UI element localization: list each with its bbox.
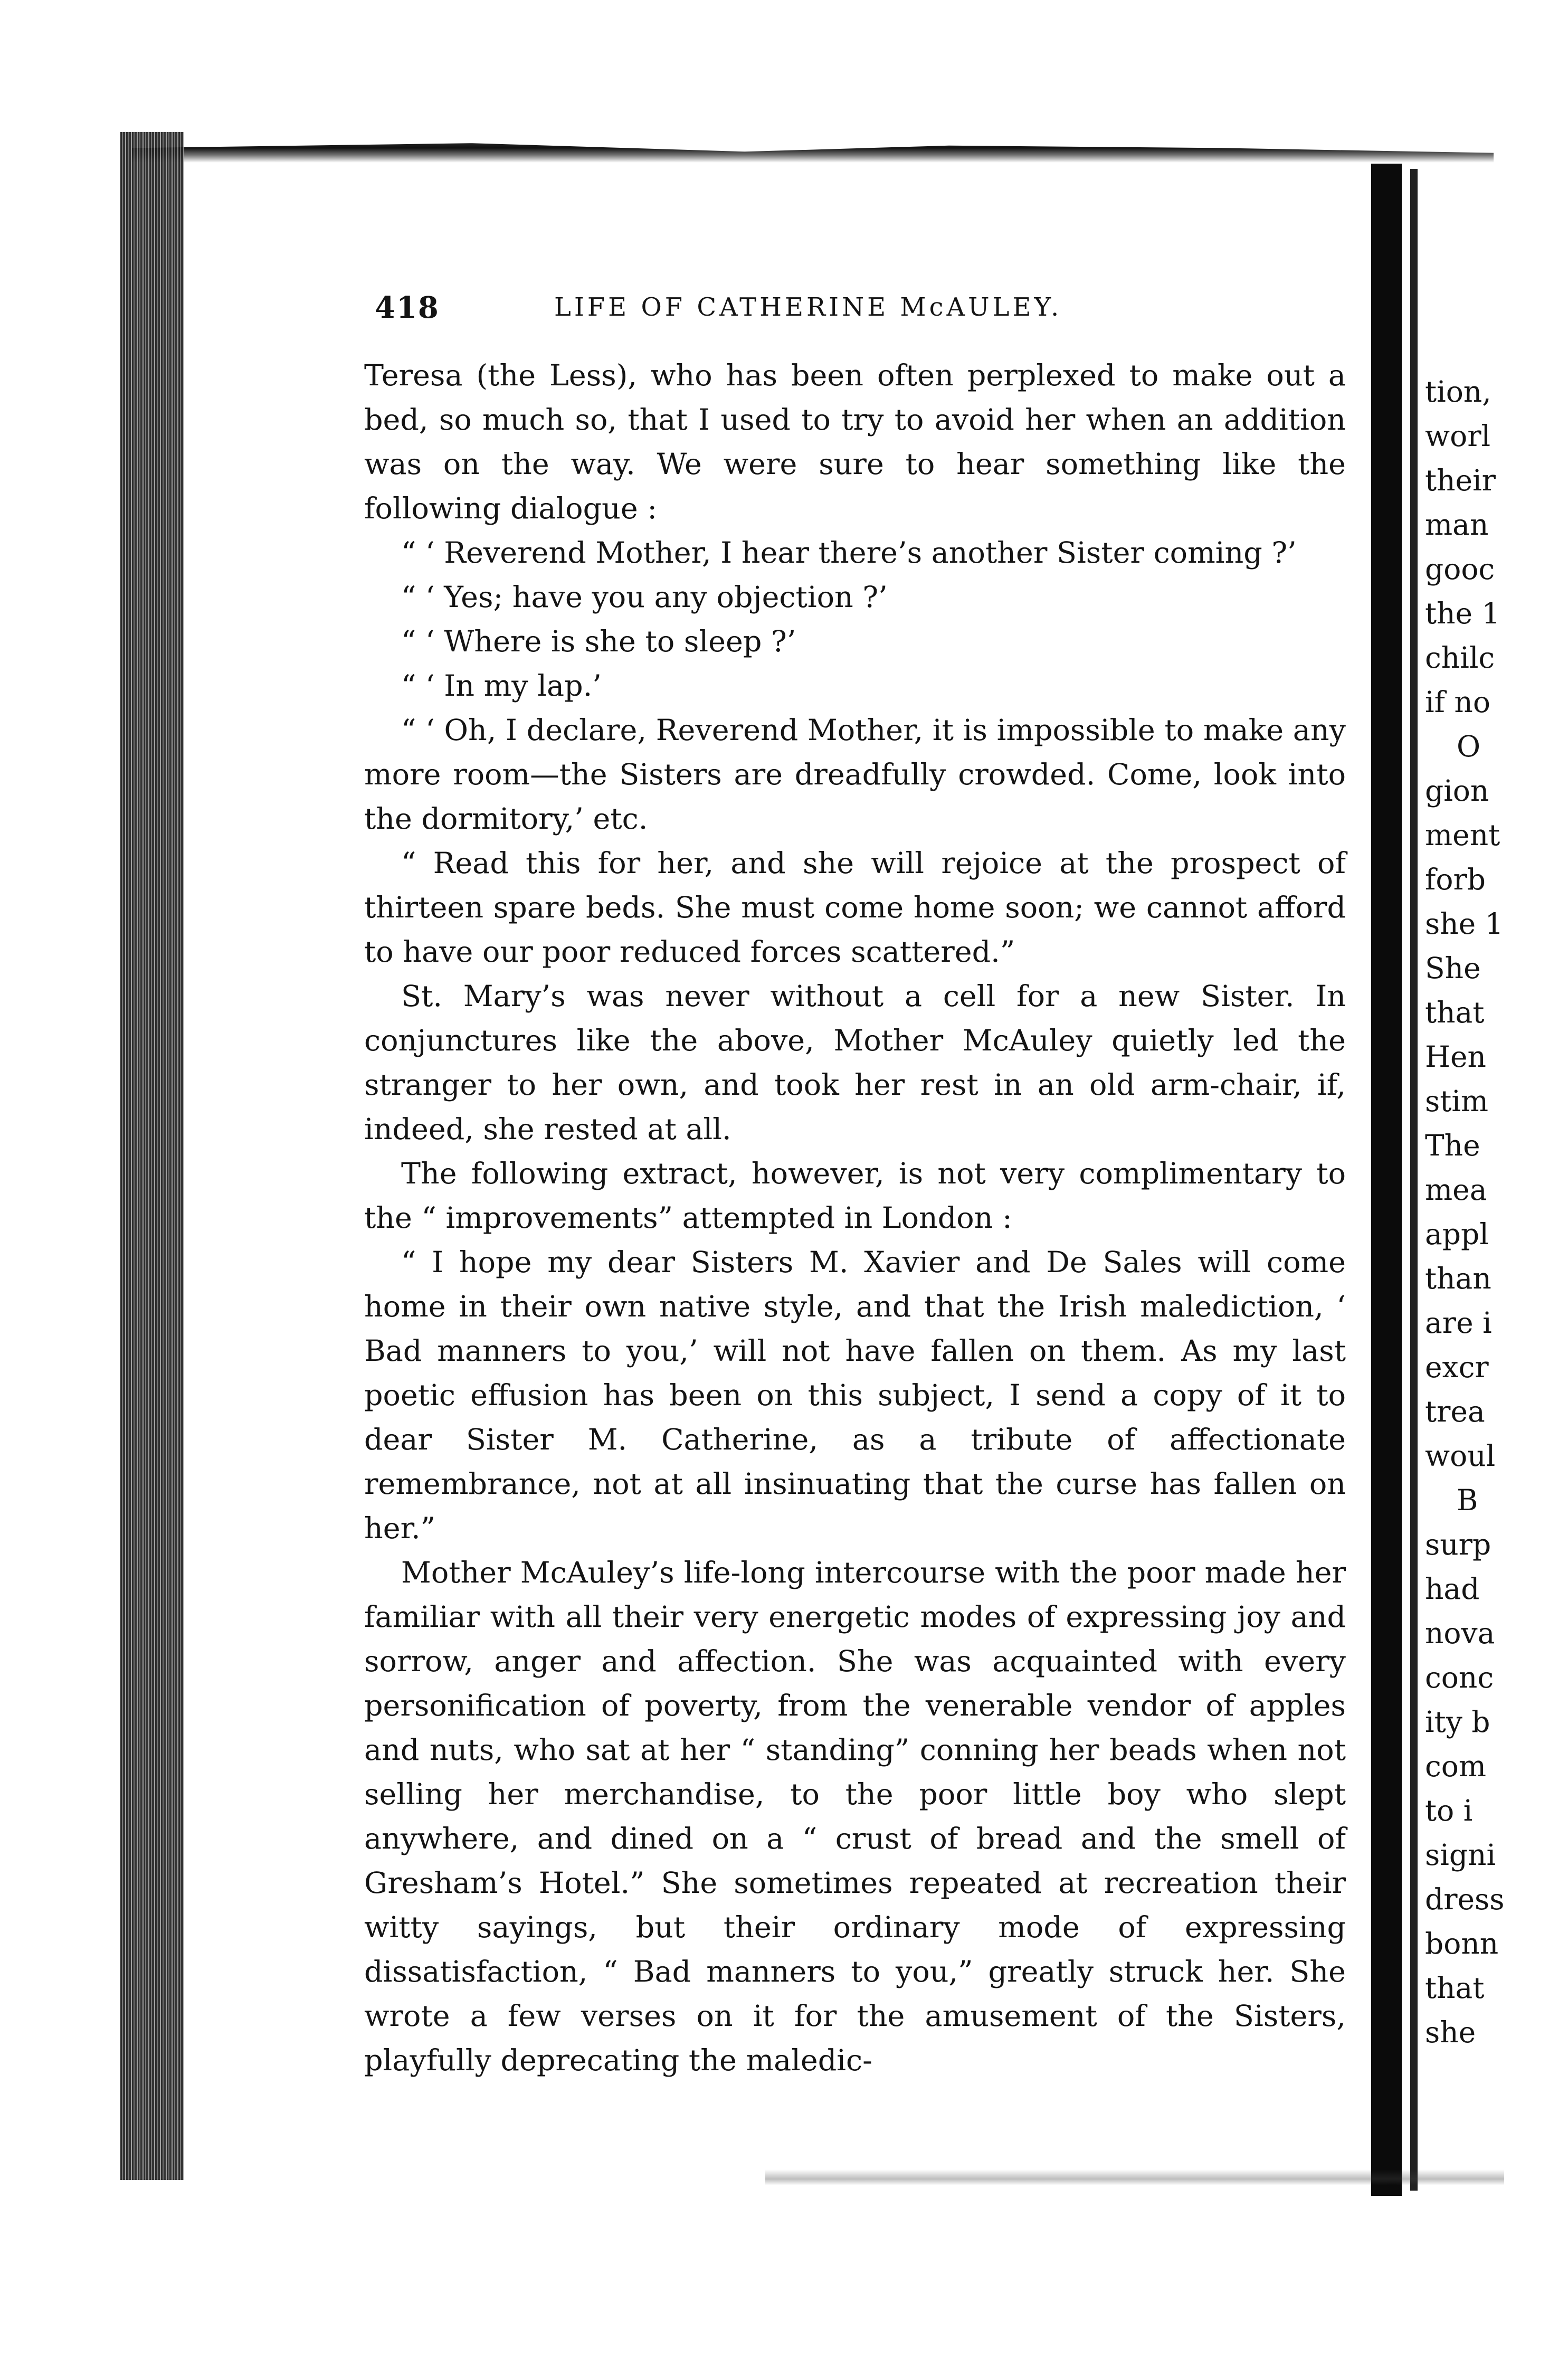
paragraph: Teresa (the Less), who has been often perplexed to make out a bed, so much so, that I used to try to avoid her when an addition was on the way. We were sure to hear something like the following dialogue : <box>364 358 1346 526</box>
facing-page-line: if no <box>1425 685 1490 719</box>
paragraph: Mother McAuley’s life-long intercourse with the poor made her familiar with all their very energetic modes of expressing joy and sorrow, anger and affection. She was acquainted with every personification of poverty, from the venerable vendor of apples and nuts, who sat at her “ standing” conning her beads when not selling her merchandise, to the poor little boy who slept anywhere, and dined on a “ crust of bread and the smell of Gresham’s Hotel.” She sometimes repeated at recreation their witty sayings, but their ordinary mode of expressing dissatisfaction, “ Bad manners to you,” greatly struck her. She wrote a few verses on it for the amusement of the Sisters, playfully deprecating the maledic- <box>364 1556 1346 2078</box>
facing-page-line: woul <box>1425 1439 1496 1473</box>
facing-page-line: dress <box>1425 1882 1505 1916</box>
paragraph: “ Read this for her, and she will rejoice at the prospect of thirteen spare beds. She must come home soon; we cannot afford to have our poor reduced forces scattered.” <box>364 846 1346 969</box>
facing-page-line: ity b <box>1425 1705 1490 1739</box>
facing-page-line: tion, <box>1425 375 1491 409</box>
facing-page-line: bonn <box>1425 1927 1499 1960</box>
facing-page-line: are i <box>1425 1306 1492 1340</box>
book-page <box>364 280 1346 2083</box>
facing-page-line: ment <box>1425 818 1500 852</box>
facing-page-line: she <box>1425 2015 1476 2049</box>
facing-page-line: she 1 <box>1425 907 1504 941</box>
facing-page-line: The <box>1425 1129 1480 1162</box>
facing-page-line: man <box>1425 508 1489 542</box>
facing-page-line: that <box>1425 1971 1485 2005</box>
facing-page-fragment <box>1425 370 1562 2054</box>
facing-page-line: com <box>1425 1749 1487 1783</box>
facing-page-line: that <box>1425 996 1485 1029</box>
facing-page-line: surp <box>1425 1528 1491 1561</box>
facing-page-line: stim <box>1425 1084 1489 1118</box>
facing-page-line: gooc <box>1425 552 1495 586</box>
page-number: 418 <box>375 290 440 325</box>
paragraph: “ ‘ Where is she to sleep ?’ <box>401 624 796 659</box>
facing-page-line: excr <box>1425 1350 1489 1384</box>
facing-page-line: gion <box>1425 774 1489 808</box>
facing-page-line: worl <box>1425 419 1491 453</box>
paragraph: “ ‘ Reverend Mother, I hear there’s another Sister coming ?’ <box>401 536 1297 570</box>
facing-page-line: chilc <box>1425 641 1495 675</box>
running-head <box>364 280 1346 333</box>
facing-page-line: mea <box>1425 1173 1487 1207</box>
paragraph: “ ‘ Oh, I declare, Reverend Mother, it is impossible to make any more room—the Sisters are dreadfully crowded. Come, look into the dormitory,’ etc. <box>364 713 1346 836</box>
paragraph: St. Mary’s was never without a cell for a new Sister. In conjunctures like the above, Mother McAuley quietly led the stranger to her own, and took her rest in an old arm-chair, if, indeed, she rested at all. <box>364 979 1346 1147</box>
paragraph: “ ‘ Yes; have you any objection ?’ <box>401 580 888 614</box>
facing-page-line: She <box>1425 951 1481 985</box>
facing-page-line: B <box>1457 1483 1478 1517</box>
facing-page-line: than <box>1425 1262 1491 1295</box>
running-title: LIFE OF CATHERINE McAULEY. <box>554 292 1062 322</box>
book-gutter-edge <box>1410 169 1418 2191</box>
facing-page-line: their <box>1425 463 1496 497</box>
facing-page-line: forb <box>1425 863 1486 896</box>
page-top-edge-shadow <box>132 138 1494 163</box>
facing-page-line: had <box>1425 1572 1480 1606</box>
paragraph: “ I hope my dear Sisters M. Xavier and De Sales will come home in their own native style, and that the Irish malediction, ‘ Bad manners to you,’ will not have fallen on them. As my last poetic effusion has been on this subject, I send a copy of it to dear Sister M. Catherine, as a tribute of affectionate remembrance, not at all insinuating that the curse has fallen on her.” <box>364 1245 1346 1546</box>
facing-page-line: to i <box>1425 1794 1473 1827</box>
page-bottom-edge-shadow <box>765 2169 1504 2185</box>
facing-page-line: trea <box>1425 1395 1485 1428</box>
book-gutter-shadow <box>1371 164 1402 2196</box>
facing-page-line: signi <box>1425 1838 1496 1872</box>
facing-page-line: Hen <box>1425 1040 1486 1074</box>
book-binding-shadow <box>120 132 184 2180</box>
paragraph: “ ‘ In my lap.’ <box>401 669 602 703</box>
facing-page-line: O <box>1457 730 1481 763</box>
facing-page-line: conc <box>1425 1661 1494 1694</box>
facing-page-line: appl <box>1425 1217 1489 1251</box>
facing-page-line: the 1 <box>1425 596 1500 630</box>
body-text <box>364 354 1346 2083</box>
facing-page-line: nova <box>1425 1616 1495 1650</box>
paragraph: The following extract, however, is not very complimentary to the “ improvements” attempted in London : <box>364 1157 1346 1235</box>
